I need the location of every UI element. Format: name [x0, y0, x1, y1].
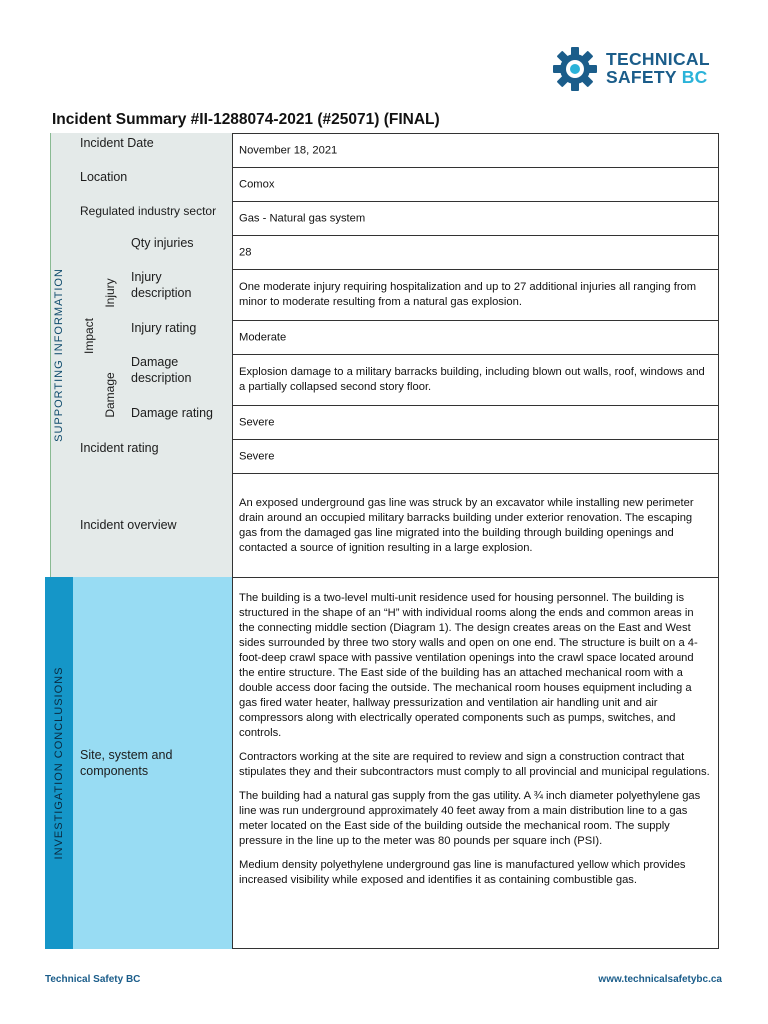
location-value: Comox — [232, 167, 719, 202]
site-paragraph: The building had a natural gas supply from the gas utility. A ¾ inch diameter polyethylene gas line was run underground approximately 40 feet away from a main distribution line to a gas meter located on the East side of the building outside the mechanical room. The supply pressure in the line up to the meter was 80 pounds per square inch (PSI). — [239, 790, 701, 847]
site-system-components-value — [232, 577, 719, 949]
site-paragraph: Medium density polyethylene underground gas line is manufactured yellow which provides increased visibility while exposed and identifies it as containing combustible gas. — [239, 859, 686, 886]
damage-description-label: Damage description — [131, 355, 192, 385]
logo-line-1: TECHNICAL — [606, 49, 710, 69]
footer-website-link[interactable]: www.technicalsafetybc.ca — [598, 974, 722, 985]
site-paragraph: The building is a two-level multi-unit residence used for housing personnel. The building is structured in the shape of an “H” with individual rooms along the ends and common areas in the connecting middle section (Diagram 1). The design creates areas on the East and West sides surrounded by three two story walls and open on one end. The structure is built on a 4-foot-deep crawl space with passive ventilation openings into the crawl space located around the entire structure. The East side of the building has an attached mechanical room with a double access door facing the outside. The mechanical room houses equipment including a gas fired water heater, hallway pressurization and ventilation air handling unit and air compressors along with electrically operated components such as pumps, switches, and controls. — [239, 592, 698, 739]
incident-overview-value: An exposed underground gas line was struck by an excavator while installing new perimeter drain around an occupied military barracks building under exterior renovation. The escaping gas from the damaged gas line migrated into the building through building openings and contacted a source of ignition resulting in a large explosion. — [232, 473, 719, 578]
logo-safety: SAFETY — [606, 67, 682, 87]
sector-label: Regulated industry sector — [73, 201, 232, 235]
logo-line-2 — [606, 68, 710, 86]
logo-wordmark — [606, 50, 710, 86]
injury-label: Injury — [103, 278, 117, 308]
page-title: Incident Summary #II-1288074-2021 (#25071) (FINAL) — [52, 111, 440, 128]
injury-description-value: One moderate injury requiring hospitalization and up to 27 additional injuries all ranging from minor to moderate resulting from a natural gas explosion. — [232, 269, 719, 321]
footer-organization: Technical Safety BC — [45, 974, 141, 985]
damage-rating-value: Severe — [232, 405, 719, 440]
incident-date-label: Incident Date — [73, 133, 232, 167]
investigation-conclusions-label: INVESTIGATION CONCLUSIONS — [53, 666, 65, 860]
supporting-information-label: SUPPORTING INFORMATION — [53, 268, 65, 442]
gear-icon — [552, 46, 598, 92]
technical-safety-bc-logo — [552, 44, 722, 94]
site-system-components-label: Site, system and components — [73, 577, 232, 949]
investigation-conclusions-band — [45, 577, 73, 949]
damage-label: Damage — [103, 372, 117, 418]
damage-description-value: Explosion damage to a military barracks building, including blown out walls, roof, windows and a partially collapsed second story floor. — [232, 354, 719, 406]
injury-rating-label: Injury rating — [131, 321, 197, 335]
damage-rating-label: Damage rating — [131, 406, 213, 420]
incident-rating-value: Severe — [232, 439, 719, 474]
qty-injuries-value: 28 — [232, 235, 719, 270]
incident-date-value: November 18, 2021 — [232, 133, 719, 168]
incident-overview-label: Incident overview — [73, 473, 232, 577]
logo-bc: BC — [681, 67, 708, 87]
site-paragraph: Contractors working at the site are required to review and sign a construction contract that stipulates they and their subcontractors must comply to all provincial and municipal regulations. — [239, 751, 710, 778]
supporting-information-band — [45, 133, 73, 577]
qty-injuries-label: Qty injuries — [131, 236, 194, 250]
injury-description-label: Injury description — [131, 270, 192, 300]
incident-rating-label: Incident rating — [73, 438, 232, 473]
sector-value: Gas - Natural gas system — [232, 201, 719, 236]
impact-label: Impact — [82, 317, 96, 355]
injury-rating-value: Moderate — [232, 320, 719, 355]
location-label: Location — [73, 167, 232, 201]
